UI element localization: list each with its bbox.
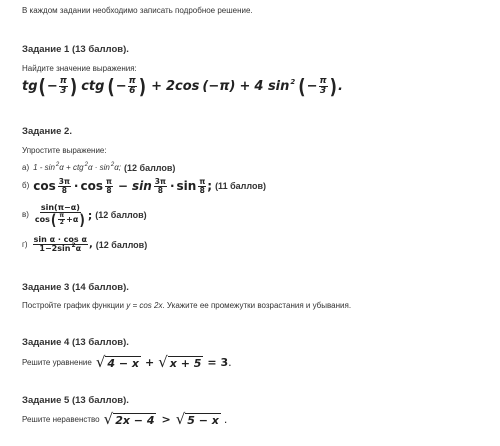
fraction-pi-6 <box>128 77 137 96</box>
dot-op: · <box>169 179 175 193</box>
radicand: 2x − 4 <box>115 414 155 427</box>
paren: ) <box>79 210 85 229</box>
plus-sign: + <box>239 79 251 94</box>
frac-den: 6 <box>129 86 136 96</box>
radicand: 5 − x <box>187 414 219 427</box>
item-label: б) <box>22 181 30 190</box>
radical-sign: √ <box>175 410 186 428</box>
task2-item-b <box>22 178 266 194</box>
minus-sign: − <box>117 179 128 193</box>
plus-sign: + <box>151 79 162 94</box>
item-label: а) <box>22 163 30 172</box>
frac-den <box>38 242 82 253</box>
fraction <box>58 178 71 194</box>
radicand: x + 5 <box>169 357 202 370</box>
big-fraction <box>33 236 88 253</box>
dot-op: · <box>73 179 79 193</box>
frac-num: π <box>128 76 136 86</box>
radical-sign: √ <box>158 353 168 371</box>
period: . <box>337 79 343 94</box>
frac-num: π <box>59 212 65 219</box>
frac-num: π <box>59 76 67 86</box>
radical-sign: √ <box>103 410 114 428</box>
task4-equation <box>22 355 232 370</box>
expr-part: α + ctg <box>59 163 84 172</box>
task5-inequality <box>22 412 227 427</box>
expr-part: +α <box>66 214 79 224</box>
frac-num: sin(π−α) <box>40 203 80 212</box>
frac-den: 2 <box>59 219 64 226</box>
frac-den: 8 <box>199 185 205 195</box>
sin-fn: sin <box>131 179 152 193</box>
task2-heading: Задание 2. <box>22 126 72 137</box>
paren: ) <box>138 74 147 99</box>
frac-den: 8 <box>61 185 67 195</box>
fraction-pi-3 <box>319 77 328 96</box>
sqrt <box>104 412 157 427</box>
points-badge: (12 баллов) <box>95 210 147 220</box>
sin-term: 4 sin <box>254 79 290 94</box>
paren: ( <box>298 74 306 99</box>
comma: , <box>88 239 93 250</box>
exponent: 2 <box>290 77 296 86</box>
frac-den: 8 <box>157 185 163 195</box>
minus-sign: − <box>306 79 318 94</box>
task5-heading: Задание 5 (13 баллов). <box>22 395 129 406</box>
exponent: 2 <box>55 162 60 168</box>
exponent: 2 <box>110 162 115 168</box>
period: . <box>228 356 232 369</box>
intro-text: В каждом задании необходимо записать подробное решение. <box>22 6 253 15</box>
text: Постройте график функции <box>22 301 127 310</box>
radical-sign: √ <box>95 353 106 371</box>
instruction: Решите неравенство <box>22 414 100 424</box>
ctg-fn: ctg <box>81 79 105 94</box>
paren: ( <box>38 74 46 99</box>
points-badge: (11 баллов) <box>215 181 266 191</box>
sqrt <box>158 355 203 370</box>
points-badge: (12 баллов) <box>95 239 148 250</box>
task3-heading: Задание 3 (14 баллов). <box>22 282 129 293</box>
cos-fn: cos <box>34 214 50 224</box>
tg-fn: tg <box>22 79 38 94</box>
task3-text <box>22 301 351 311</box>
period: . <box>223 413 228 426</box>
big-fraction <box>34 203 87 229</box>
task2-instruction: Упростите выражение: <box>22 146 107 155</box>
expr-part: α · sin <box>87 163 110 172</box>
frac-num: π <box>105 177 112 186</box>
radicand: 4 − x <box>107 357 140 370</box>
plus-sign: + <box>145 356 155 369</box>
task4-heading: Задание 4 (13 баллов). <box>22 337 129 348</box>
task2-item-c <box>22 203 147 229</box>
fraction <box>154 178 167 194</box>
expr-part: α; <box>114 163 122 172</box>
exponent: 2 <box>71 242 76 249</box>
semicolon: ; <box>207 179 213 193</box>
expr-part: α <box>75 244 82 253</box>
paren: ) <box>329 74 337 99</box>
task2-item-a <box>22 163 175 173</box>
frac-num: π <box>319 76 327 86</box>
paren: ) <box>69 74 78 99</box>
task1-instruction: Найдите значение выражения: <box>22 64 137 73</box>
frac-num: sin α · cos α <box>33 235 87 244</box>
fraction-pi-3 <box>59 77 68 96</box>
equals-rhs: = 3 <box>207 356 229 369</box>
frac-den: 8 <box>106 185 112 195</box>
fraction <box>105 178 113 194</box>
task1-heading: Задание 1 (13 баллов). <box>22 44 129 55</box>
task1-expression <box>22 74 343 99</box>
expr-part: 1 - sin <box>33 163 55 172</box>
item-label: в) <box>22 210 29 219</box>
exponent: 2 <box>84 162 88 168</box>
frac-num: 3π <box>154 177 166 186</box>
cos-fn: cos <box>80 179 103 193</box>
instruction: Решите уравнение <box>22 357 92 367</box>
task2-item-d <box>22 236 147 253</box>
minus-sign: − <box>115 79 127 94</box>
sqrt <box>176 412 221 427</box>
cos-fn: cos <box>33 179 56 193</box>
item-label: г) <box>22 239 28 249</box>
greater-than-sign: > <box>161 413 171 426</box>
expr-part: 1−2sin <box>39 244 71 253</box>
sin-fn: sin <box>176 179 197 193</box>
paren: ( <box>107 74 115 99</box>
frac-den: 3 <box>319 86 327 96</box>
fraction <box>198 178 206 194</box>
text: . Укажите ее промежутки возрастания и убывания. <box>162 301 352 310</box>
inner-fraction <box>58 213 65 226</box>
minus-sign: − <box>46 79 58 94</box>
sqrt <box>96 355 141 370</box>
frac-num: 3π <box>58 177 70 186</box>
paren: ( <box>50 210 57 229</box>
semicolon: ; <box>87 208 93 222</box>
neg-pi: (−π) <box>202 79 236 94</box>
frac-num: π <box>199 177 206 186</box>
function-expr: y = cos 2x <box>126 301 163 310</box>
points-badge: (12 баллов) <box>124 163 176 173</box>
cos-term: 2cos <box>165 79 200 94</box>
frac-den <box>34 210 87 229</box>
frac-den: 3 <box>60 86 67 96</box>
